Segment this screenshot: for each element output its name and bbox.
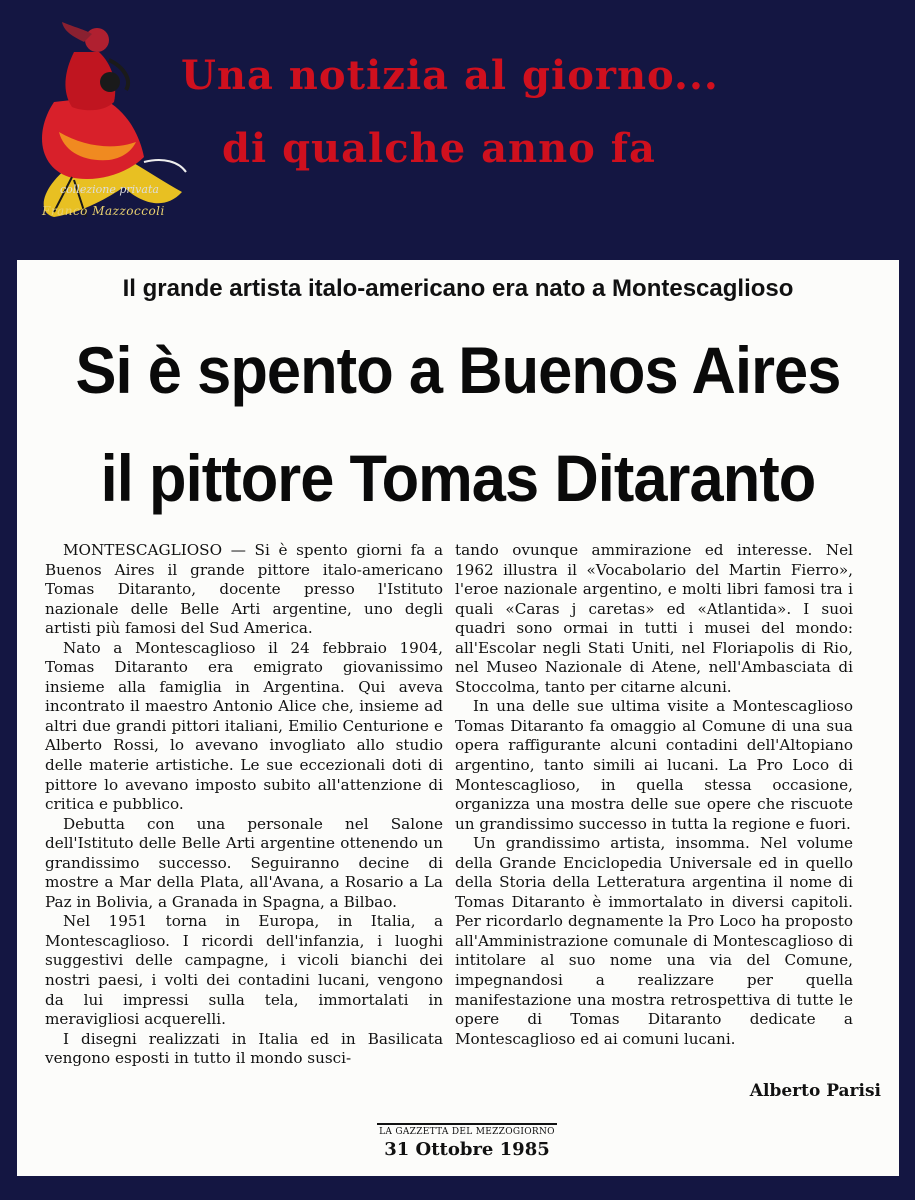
collector-name: Franco Mazzoccoli bbox=[42, 204, 165, 218]
article-column-left bbox=[45, 541, 443, 1069]
page-title-line-2: di qualche anno fa bbox=[222, 125, 656, 172]
paragraph: In una delle sue ultima visite a Montescaglioso Tomas Ditaranto fa omaggio al Comune di una sua opera raffigurante alcuni contadini dell'Altopiano argentino, tanto simili ai lucani. La Pro Loco di Montescaglioso, in quella stessa occasione, organizza una mostra delle sue opere che riscuote un grandissimo successo in tutta la regione e fuori. bbox=[455, 697, 853, 833]
source-citation bbox=[377, 1123, 557, 1160]
paragraph: Debutta con una personale nel Salone dell'Istituto delle Belle Arti argentine ottenendo un grandissimo successo. Seguiranno decine di mostre a Mar della Plata, all'Avana, a Rosario a La Paz in Bolivia, a Granada in Spagna, a Bilbao. bbox=[45, 814, 443, 911]
collection-label: collezione privata bbox=[60, 183, 159, 196]
dancer-illustration-icon bbox=[14, 12, 194, 230]
article-byline: Alberto Parisi bbox=[749, 1081, 881, 1101]
article-headline-line-1: Si è spento a Buenos Aires bbox=[75, 333, 841, 407]
publication-date: 31 Ottobre 1985 bbox=[384, 1139, 550, 1160]
paragraph: MONTESCAGLIOSO — Si è spento giorni fa a Buenos Aires il grande pittore italo-americano Tomas Ditaranto, docente presso l'Istituto nazionale delle Belle Arti argentine, uno degli artisti più famosi del Sud America. bbox=[45, 541, 443, 638]
paragraph: tando ovunque ammirazione ed interesse. Nel 1962 illustra il «Vocabolario del Martin Fierro», l'eroe nazionale argentino, e molti libri famosi tra i quali «Caras j caretas» ed «Atlantida». I suoi quadri sono ormai in tutti i musei del mondo: all'Escolar negli Stati Uniti, nel Floriapolis di Rio, nel Museo Nazionale di Atene, nell'Ambasciata di Stoccolma, tanto per citarne alcuni. bbox=[455, 541, 853, 696]
paragraph: Nel 1951 torna in Europa, in Italia, a Montescaglioso. I ricordi dell'infanzia, i luoghi suggestivi delle campagne, i vicoli bianchi dei nostri paesi, i volti dei contadini lucani, vengono da lui impressi sulla tela, immortalati in meravigliosi acquerelli. bbox=[45, 912, 443, 1029]
paragraph: Nato a Montescaglioso il 24 febbraio 1904, Tomas Ditaranto era emigrato giovanissimo insieme alla famiglia in Argentina. Qui aveva incontrato il maestro Antonio Alice che, insieme ad altri due grandi pittori italiani, Emilio Centurione e Alberto Rossi, lo avevano invogliato allo studio delle materie artistiche. Le sue eccezionali doti di pittore lo avevano imposto subito all'attenzione di critica e pubblico. bbox=[45, 638, 443, 814]
header-banner bbox=[0, 0, 915, 258]
article-subheadline: Il grande artista italo-americano era nato a Montescaglioso bbox=[122, 275, 794, 302]
paragraph: I disegni realizzati in Italia ed in Basilicata vengono esposti in tutto il mondo susci- bbox=[45, 1029, 443, 1068]
newspaper-clipping bbox=[17, 260, 899, 1176]
article-column-right bbox=[455, 541, 853, 1049]
article-headline-line-2: il pittore Tomas Ditaranto bbox=[100, 441, 816, 515]
paragraph: Un grandissimo artista, insomma. Nel volume della Grande Enciclopedia Universale ed in quello della Storia della Letteratura argentina il nome di Tomas Ditaranto è immortalato in diversi capitoli. Per ricordarlo degnamente la Pro Loco ha proposto all'Amministrazione comunale di Montescaglioso di intitolare al suo nome una via del Comune, impegnandosi a realizzare per quella manifestazione una mostra retrospettiva di tutte le opere di Tomas Ditaranto dedicate a Montescaglioso ed ai comuni lucani. bbox=[455, 834, 853, 1048]
newspaper-masthead: LA GAZZETTA DEL MEZZOGIORNO bbox=[377, 1123, 557, 1137]
page-title-line-1: Una notizia al giorno... bbox=[181, 52, 719, 99]
